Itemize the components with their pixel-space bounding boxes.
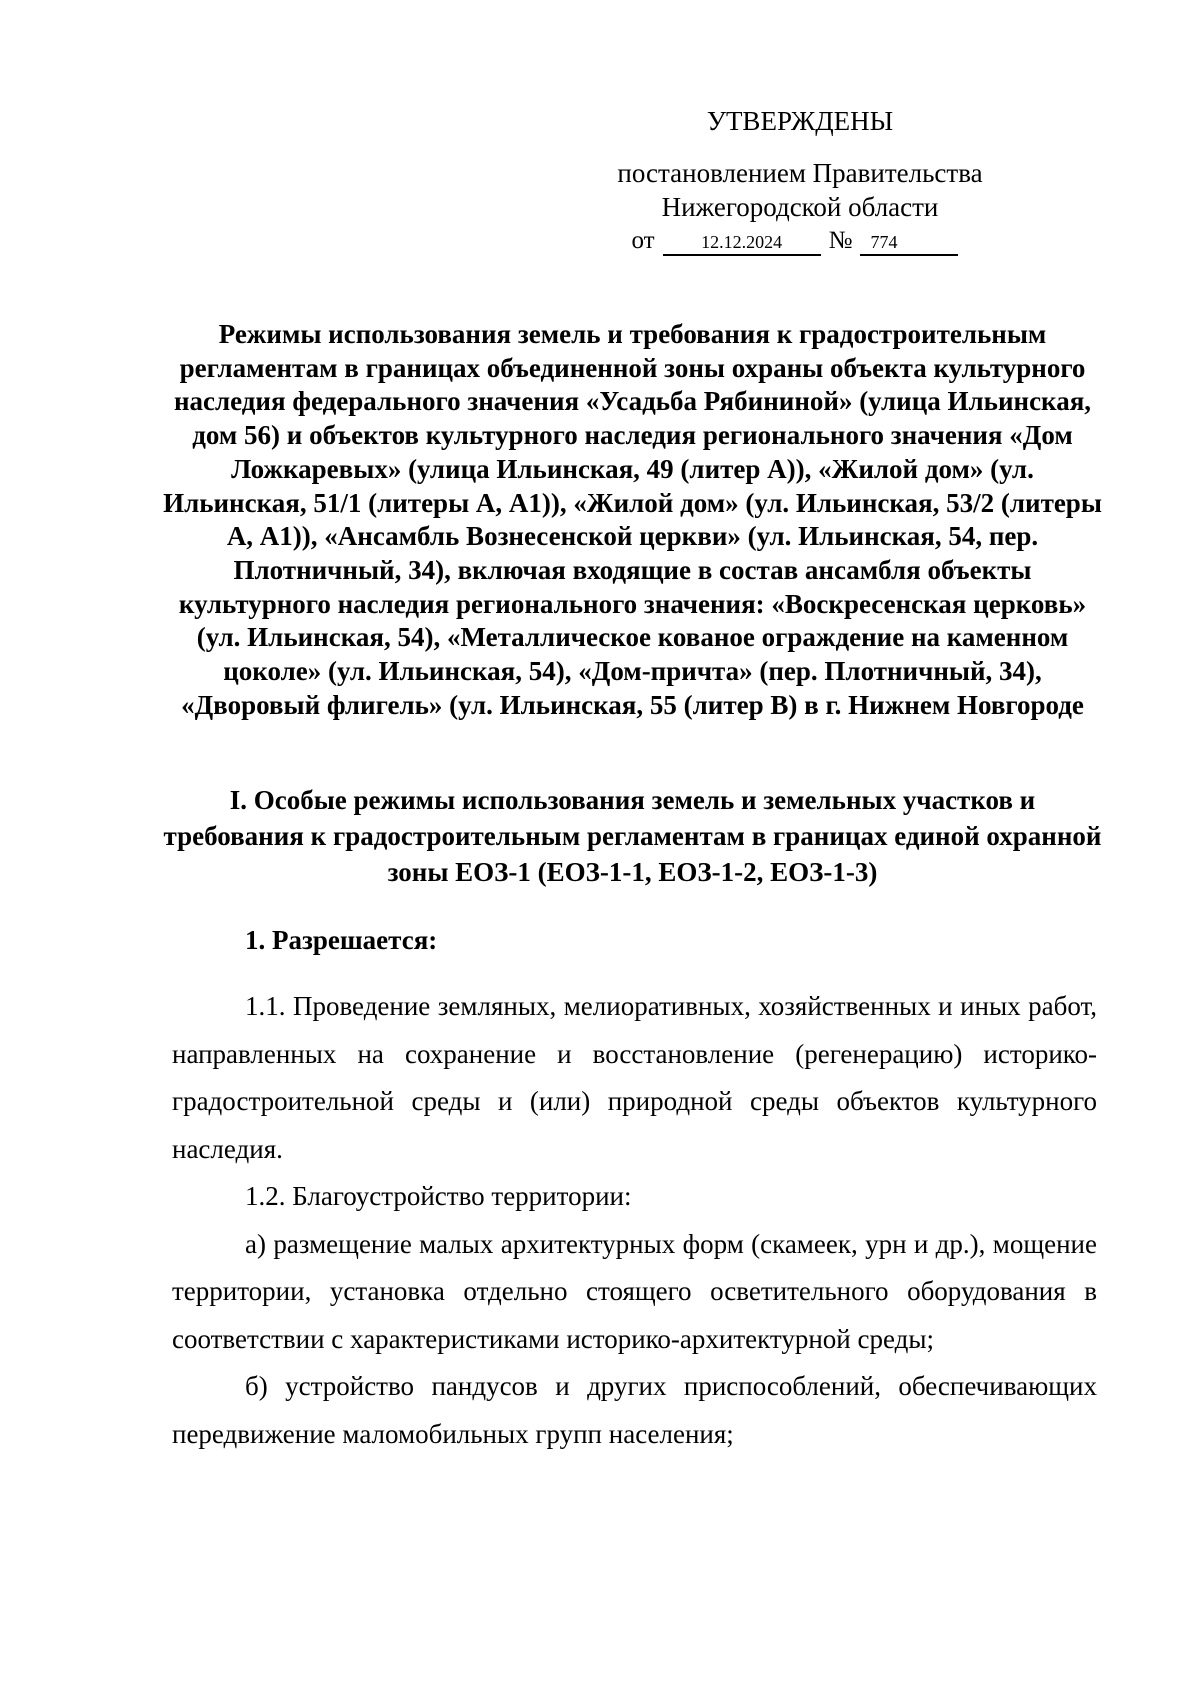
from-label: от	[631, 227, 655, 254]
approval-number: 774	[860, 230, 958, 256]
paragraph-1-2: 1.2. Благоустройство территории:	[245, 1181, 632, 1211]
section-body	[172, 983, 1097, 1458]
allowed-heading: 1. Разрешается:	[245, 925, 438, 955]
approval-block	[600, 104, 1000, 258]
paragraph-a: а) размещение малых архитектурных форм (скамеек, урн и др.), мощение территории, установка отдельно стоящего осветительного оборудования в соответствии с характеристиками историко-архитектурной среды;	[172, 1228, 1097, 1354]
paragraph-b: б) устройство пандусов и других приспособлений, обеспечивающих передвижение маломобильных групп населения;	[172, 1371, 1097, 1449]
section-heading: I. Особые режимы использования земель и земельных участков и требования к градостроительным регламентам в границах единой охранной зоны ЕОЗ-1 (ЕОЗ-1-1, ЕОЗ-1-2, ЕОЗ-1-3)	[163, 785, 1102, 887]
document-title: Режимы использования земель и требования к градостроительным регламентам в границах объединенной зоны охраны объекта культурного наследия федерального значения «Усадьба Рябининой» (улица Ильинская, дом 56) и объектов культурного наследия регионального значения «Дом Ложкаревых» (улица Ильинская, 49 (литер А)), «Жилой дом» (ул. Ильинская, 51/1 (литеры А, А1)), «Жилой дом» (ул. Ильинская, 53/2 (литеры А, А1)), «Ансамбль Вознесенской церкви» (ул. Ильинская, 54, пер. Плотничный, 34), включая входящие в состав ансамбля объекты культурного наследия регионального значения: «Воскресенская церковь» (ул. Ильинская, 54), «Металлическое кованое ограждение на каменном цоколе» (ул. Ильинская, 54), «Дом-причта» (пер. Плотничный, 34), «Дворовый флигель» (ул. Ильинская, 55 (литер В) в г. Нижнем Новгороде	[163, 319, 1102, 720]
approval-line-1: постановлением Правительства	[617, 158, 983, 188]
paragraph-1-1: 1.1. Проведение земляных, мелиоративных, хозяйственных и иных работ, направленных на сохранение и восстановление (регенерацию) историко-градостроительной среды и (или) природной среды объектов культурного наследия.	[172, 991, 1097, 1164]
number-label: №	[828, 227, 853, 254]
approval-date-row	[590, 224, 1000, 258]
approved-label: УТВЕРЖДЕНЫ	[706, 106, 894, 136]
approval-date: 12.12.2024	[663, 230, 821, 256]
approval-line-2: Нижегородской области	[661, 192, 939, 222]
